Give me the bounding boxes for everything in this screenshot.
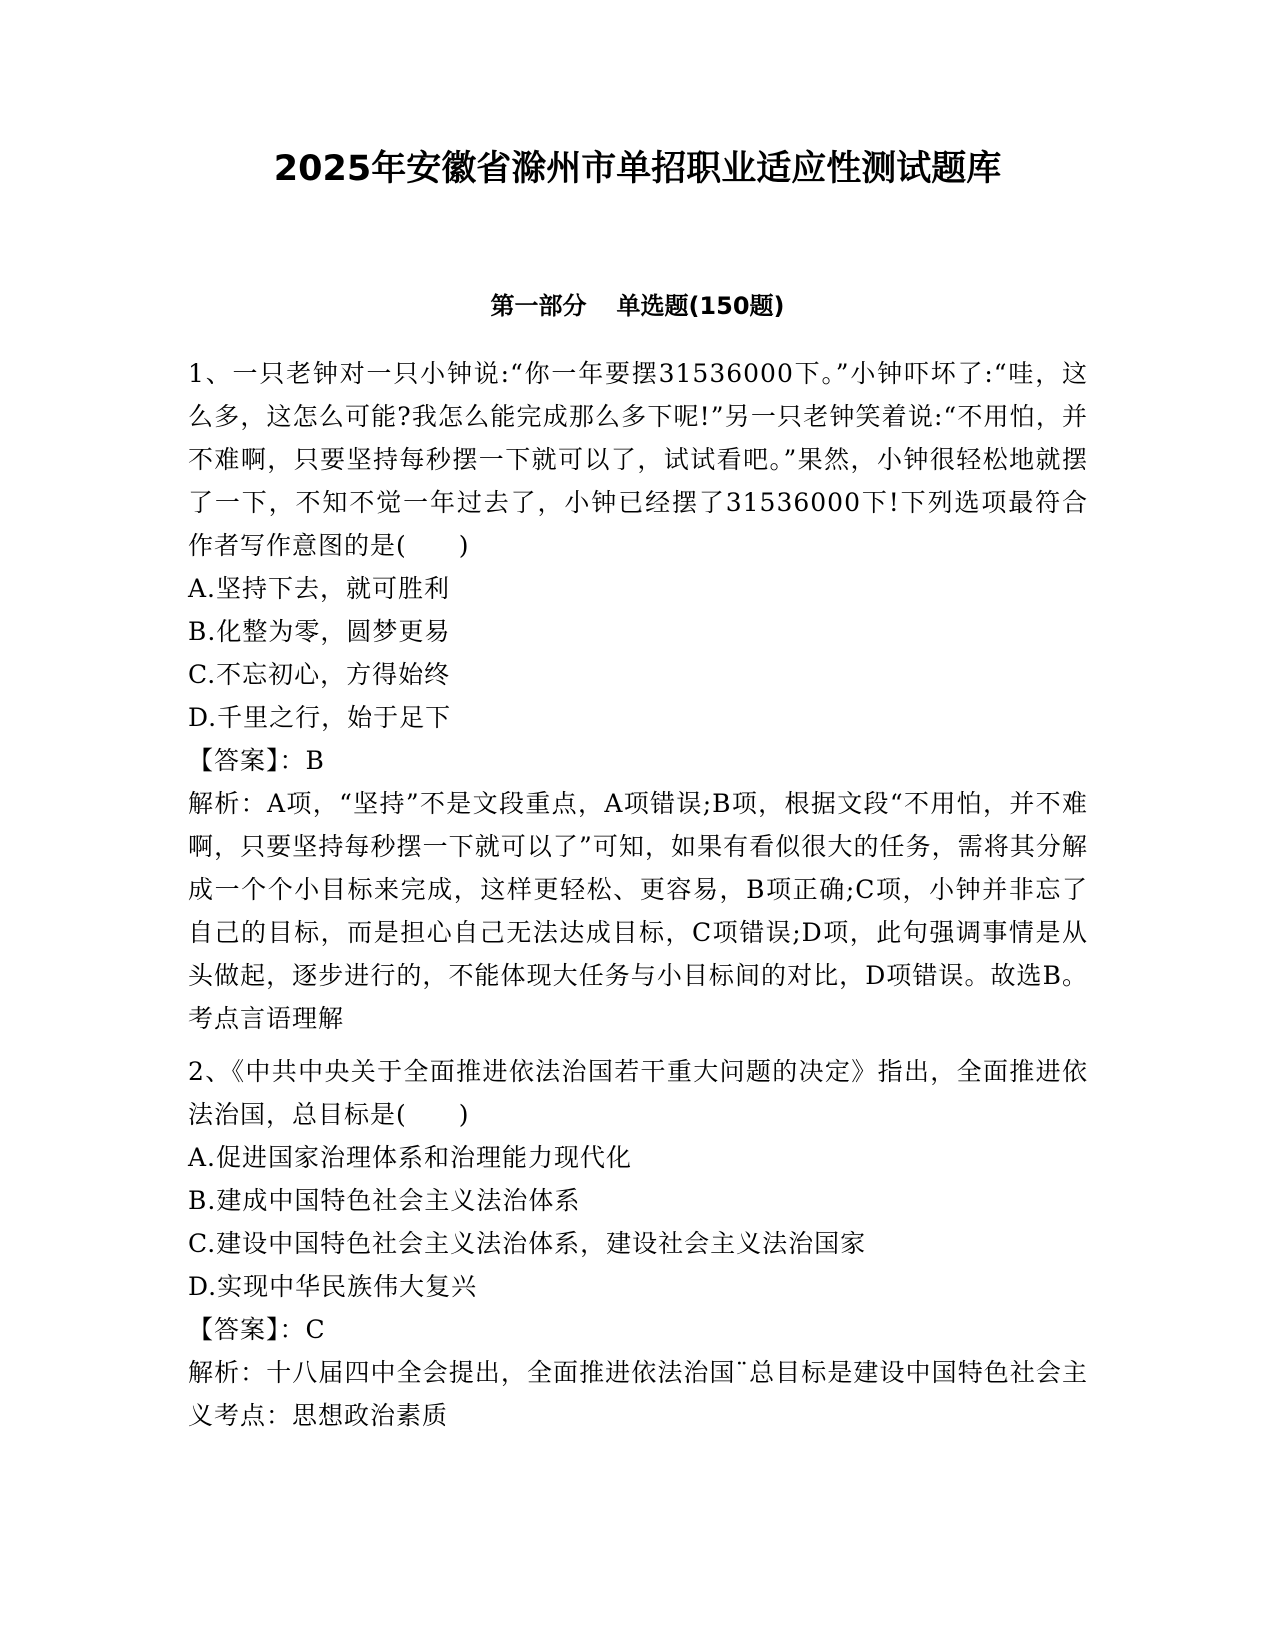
option-a: A.促进国家治理体系和治理能力现代化 bbox=[188, 1143, 633, 1172]
question-stem: 1、一只老钟对一只小钟说:“你一年要摆31536000下。”小钟吓坏了:“哇，这么多，这怎么可能?我怎么能完成那么多下呢!”另一只老钟笑着说:“不用怕，并不难啊，只要坚持每秒摆一下就可以了，试试看吧。”果然，小钟很轻松地就摆了一下，不知不觉一年过去了，小钟已经摆了31536000下!下列选项最符合作者写作意图的是( ) bbox=[188, 359, 1088, 560]
option-c: C.建设中国特色社会主义法治体系，建设社会主义法治国家 bbox=[188, 1229, 867, 1258]
question-list bbox=[188, 352, 1088, 1437]
answer: 【答案】：B bbox=[188, 746, 325, 775]
analysis: 解析：十八届四中全会提出，全面推进依法治国¨总目标是建设中国特色社会主义考点：思想政治素质 bbox=[188, 1358, 1088, 1430]
question-1 bbox=[188, 352, 1088, 1040]
question-2 bbox=[188, 1050, 1088, 1437]
section-name: 单选题(150题) bbox=[616, 292, 785, 320]
section-title bbox=[0, 290, 1275, 322]
page-title: 2025年安徽省滁州市单招职业适应性测试题库 bbox=[273, 149, 1002, 189]
option-b: B.建成中国特色社会主义法治体系 bbox=[188, 1186, 581, 1215]
option-c: C.不忘初心，方得始终 bbox=[188, 660, 451, 689]
option-d: D.实现中华民族伟大复兴 bbox=[188, 1272, 478, 1301]
question-stem: 2、《中共中央关于全面推进依法治国若干重大问题的决定》指出，全面推进依法治国，总目标是( ) bbox=[188, 1057, 1088, 1129]
option-d: D.千里之行，始于足下 bbox=[188, 703, 452, 732]
section-part: 第一部分 bbox=[490, 292, 587, 320]
analysis: 解析：A项，“坚持”不是文段重点，A项错误;B项，根据文段“不用怕，并不难啊，只要坚持每秒摆一下就可以了”可知，如果有看似很大的任务，需将其分解成一个个小目标来完成，这样更轻松、更容易，B项正确;C项，小钟并非忘了自己的目标，而是担心自己无法达成目标，C项错误;D项，此句强调事情是从头做起，逐步进行的，不能体现大任务与小目标间的对比，D项错误。故选B。考点言语理解 bbox=[188, 789, 1088, 1033]
answer: 【答案】：C bbox=[188, 1315, 326, 1344]
option-b: B.化整为零，圆梦更易 bbox=[188, 617, 451, 646]
option-a: A.坚持下去，就可胜利 bbox=[188, 574, 451, 603]
